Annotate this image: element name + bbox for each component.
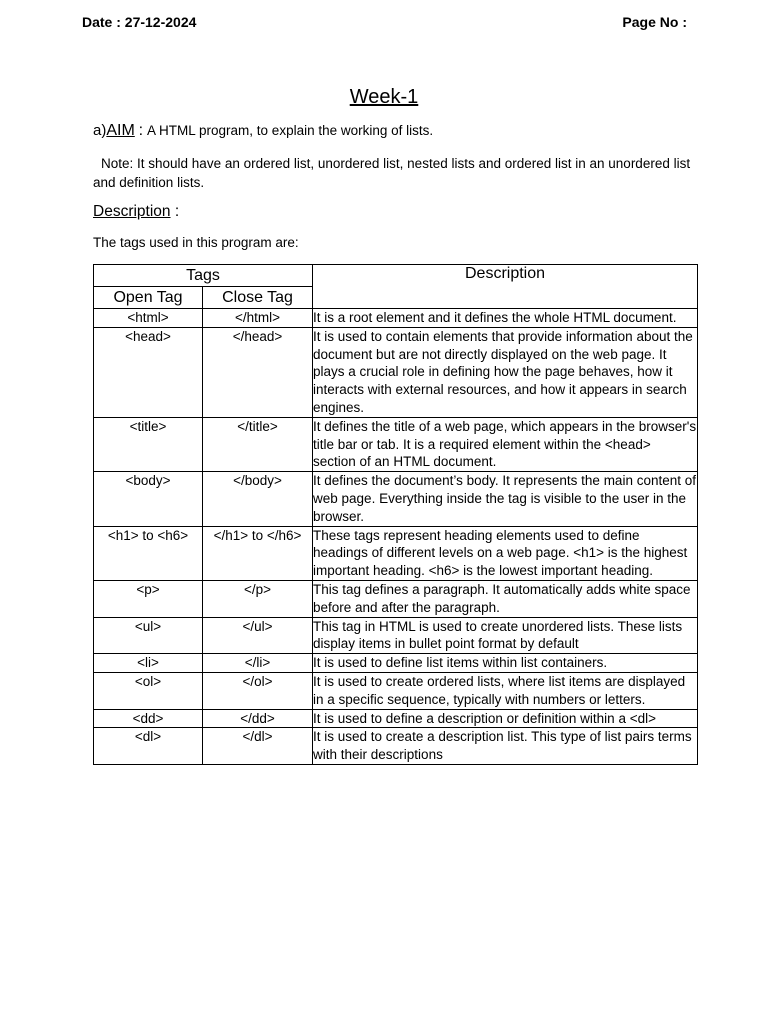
close-tag-cell: </dd> <box>203 709 313 728</box>
aim-colon: : <box>138 122 144 139</box>
open-tag-cell: <p> <box>94 580 203 617</box>
table-row <box>94 580 698 617</box>
table-row <box>94 417 698 471</box>
close-tag-cell: </html> <box>203 309 313 328</box>
open-tag-header: Open Tag <box>94 287 203 309</box>
aim-line <box>93 122 433 140</box>
close-tag-cell: </h1> to </h6> <box>203 526 313 580</box>
table-row <box>94 617 698 654</box>
aim-label: AIM <box>106 122 135 139</box>
tags-header: Tags <box>94 265 313 287</box>
table-row <box>94 309 698 328</box>
description-cell: It is used to define list items within list containers. <box>313 654 698 673</box>
description-cell: This tag in HTML is used to create unordered lists. These lists display items in bullet point format by default <box>313 617 698 654</box>
table-row <box>94 728 698 765</box>
table-row <box>94 672 698 709</box>
description-cell: It is used to define a description or definition within a <dl> <box>313 709 698 728</box>
description-cell: It is a root element and it defines the whole HTML document. <box>313 309 698 328</box>
close-tag-cell: </li> <box>203 654 313 673</box>
description-cell: These tags represent heading elements used to define headings of different levels on a web page. <h1> is the highest important heading. <h6> is the lowest important heading. <box>313 526 698 580</box>
open-tag-cell: <dl> <box>94 728 203 765</box>
page-title: Week-1 <box>349 86 419 108</box>
description-cell: It is used to contain elements that provide information about the document but are not directly displayed on the web page. It plays a crucial role in defining how the page behaves, how it interacts with external resources, and how it appears in search engines. <box>313 327 698 417</box>
description-cell: It is used to create a description list. This type of list pairs terms with their descriptions <box>313 728 698 765</box>
description-cell: It is used to create ordered lists, where list items are displayed in a specific sequence, typically with numbers or letters. <box>313 672 698 709</box>
tags-table <box>93 264 698 765</box>
description-heading-colon: : <box>174 203 180 220</box>
table-row <box>94 654 698 673</box>
open-tag-cell: <h1> to <h6> <box>94 526 203 580</box>
aim-prefix: a) <box>93 122 107 139</box>
close-tag-cell: </ul> <box>203 617 313 654</box>
description-heading-label: Description <box>93 203 171 220</box>
open-tag-cell: <li> <box>94 654 203 673</box>
description-cell: It defines the document’s body. It represents the main content of web page. Everything inside the tag is visible to the user in the browser. <box>313 472 698 526</box>
close-tag-cell: </head> <box>203 327 313 417</box>
open-tag-cell: <title> <box>94 417 203 471</box>
table-row <box>94 472 698 526</box>
table-row <box>94 327 698 417</box>
close-tag-cell: </dl> <box>203 728 313 765</box>
open-tag-cell: <body> <box>94 472 203 526</box>
close-tag-cell: </title> <box>203 417 313 471</box>
description-cell: This tag defines a paragraph. It automatically adds white space before and after the paragraph. <box>313 580 698 617</box>
close-tag-cell: </ol> <box>203 672 313 709</box>
close-tag-cell: </p> <box>203 580 313 617</box>
open-tag-cell: <head> <box>94 327 203 417</box>
close-tag-cell: </body> <box>203 472 313 526</box>
intro-text: The tags used in this program are: <box>93 235 299 250</box>
aim-text: A HTML program, to explain the working of lists. <box>147 123 434 138</box>
note-paragraph: Note: It should have an ordered list, unordered list, nested lists and ordered list in an unordered list and definition lists. <box>93 156 691 190</box>
close-tag-header: Close Tag <box>203 287 313 309</box>
open-tag-cell: <dd> <box>94 709 203 728</box>
table-row <box>94 526 698 580</box>
open-tag-cell: <ul> <box>94 617 203 654</box>
page-number-label: Page No : <box>622 14 687 30</box>
open-tag-cell: <ol> <box>94 672 203 709</box>
date-label: Date : 27-12-2024 <box>82 14 197 30</box>
description-cell: It defines the title of a web page, which appears in the browser's title bar or tab. It is a required element within the <head> section of an HTML document. <box>313 417 698 471</box>
table-row <box>94 709 698 728</box>
description-header: Description <box>313 265 698 309</box>
description-heading <box>93 203 179 221</box>
open-tag-cell: <html> <box>94 309 203 328</box>
